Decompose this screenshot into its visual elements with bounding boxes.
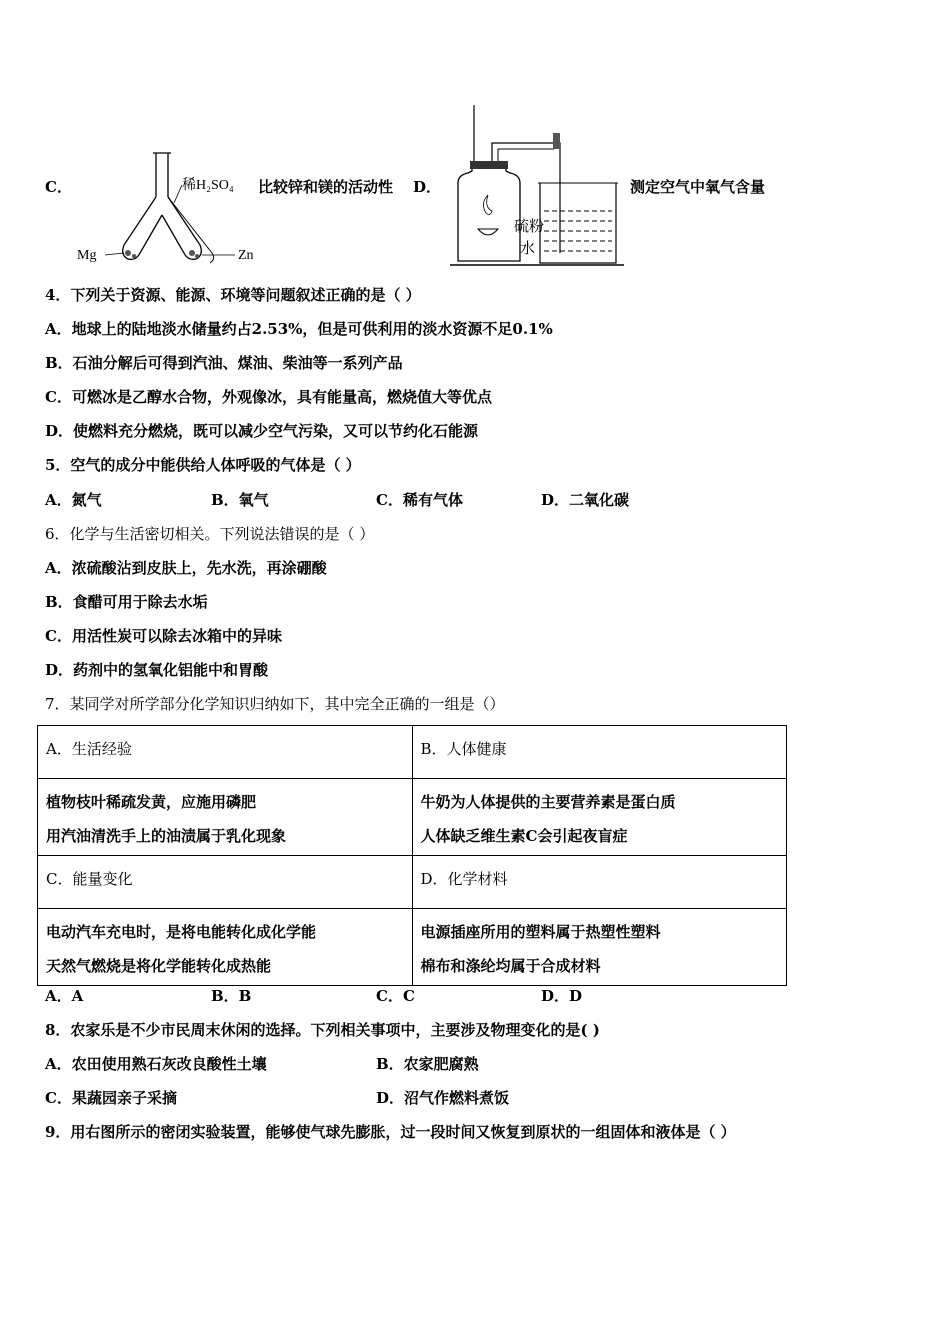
- sulfur-label: 硫粉: [514, 219, 545, 235]
- q4-option-d: D．使燃料充分燃烧，既可以减少空气污染，又可以节约化石能源: [45, 422, 479, 440]
- q5-option-b: B．氧气: [211, 491, 269, 509]
- zn-label: Zn: [238, 248, 254, 263]
- knowledge-table: [37, 725, 787, 986]
- q7-option-c: C．C: [376, 987, 415, 1005]
- table-cell-b-body: [412, 779, 787, 856]
- q6-option-c: C．用活性炭可以除去冰箱中的异味: [45, 627, 282, 645]
- reagent-label: 稀H₂SO₄: [182, 178, 234, 193]
- table-cell-c-head: C．能量变化: [38, 856, 413, 909]
- water-label: 水: [520, 241, 536, 257]
- q5-option-d: D．二氧化碳: [541, 491, 630, 509]
- q7-stem: 7．某同学对所学部分化学知识归纳如下，其中完全正确的一组是（）: [45, 695, 505, 713]
- figure-d-desc: 测定空气中氧气含量: [630, 178, 766, 196]
- q4-option-c: C．可燃冰是乙醇水合物，外观像冰，具有能量高，燃烧值大等优点: [45, 388, 492, 406]
- q7-option-d: D．D: [541, 987, 583, 1005]
- q5-option-c: C．稀有气体: [376, 491, 463, 509]
- table-cell-c-body: [38, 909, 413, 986]
- table-cell-d-head: D．化学材料: [412, 856, 787, 909]
- q6-option-a: A．浓硫酸沾到皮肤上，先水洗，再涂硼酸: [45, 559, 327, 577]
- q5-stem: 5．空气的成分中能供给人体呼吸的气体是（ ）: [45, 456, 361, 474]
- q8-option-c: C．果蔬园亲子采摘: [45, 1089, 177, 1107]
- table-cell-b-line2: 人体缺乏维生素C会引起夜盲症: [420, 827, 628, 845]
- q4-option-b: B．石油分解后可得到汽油、煤油、柴油等一系列产品: [45, 354, 403, 372]
- table-cell-b-line1: 牛奶为人体提供的主要营养素是蛋白质: [420, 793, 676, 811]
- table-cell-c-line1: 电动汽车充电时，是将电能转化成化学能: [46, 923, 317, 941]
- q5-option-a: A．氮气: [45, 491, 102, 509]
- q7-option-b: B．B: [211, 987, 252, 1005]
- q8-option-b: B．农家肥腐熟: [376, 1055, 479, 1073]
- table-cell-a-line1: 植物枝叶稀疏发黄，应施用磷肥: [46, 793, 257, 811]
- figure-c-label: C．: [45, 178, 72, 196]
- figure-d-label: D．: [413, 178, 442, 196]
- oxygen-measurement-apparatus: [440, 103, 630, 268]
- q9-stem: 9．用右图所示的密闭实验装置，能够使气球先膨胀，过一段时间又恢复到原状的一组固体和液体是（ ）: [45, 1123, 736, 1141]
- q6-option-d: D．药剂中的氢氧化铝能中和胃酸: [45, 661, 269, 679]
- q4-stem: 4．下列关于资源、能源、环境等问题叙述正确的是（ ）: [45, 286, 421, 304]
- q6-option-b: B．食醋可用于除去水垢: [45, 593, 208, 611]
- q7-option-a: A．A: [45, 987, 84, 1005]
- table-cell-c-line2: 天然气燃烧是将化学能转化成热能: [46, 957, 272, 975]
- table-cell-d-line2: 棉布和涤纶均属于合成材料: [420, 957, 601, 975]
- table-cell-a-body: [38, 779, 413, 856]
- q8-option-a: A．农田使用熟石灰改良酸性土壤: [45, 1055, 267, 1073]
- table-cell-a-head: A．生活经验: [38, 726, 413, 779]
- mg-label: Mg: [77, 248, 97, 263]
- table-cell-d-body: [412, 909, 787, 986]
- q6-stem: 6．化学与生活密切相关。下列说法错误的是（ ）: [45, 525, 375, 543]
- q8-option-d: D．沼气作燃料煮饭: [376, 1089, 510, 1107]
- q4-option-a: A．地球上的陆地淡水储量约占2.53%，但是可供利用的淡水资源不足0.1%: [45, 320, 553, 338]
- q8-stem: 8．农家乐是不少市民周末休闲的选择。下列相关事项中，主要涉及物理变化的是( ): [45, 1021, 600, 1039]
- table-cell-d-line1: 电源插座所用的塑料属于热塑性塑料: [420, 923, 661, 941]
- table-cell-b-head: B．人体健康: [412, 726, 787, 779]
- figure-c-desc: 比较锌和镁的活动性: [258, 178, 394, 196]
- table-cell-a-line2: 用汽油清洗手上的油渍属于乳化现象: [46, 827, 287, 845]
- y-tube-apparatus: [70, 145, 270, 275]
